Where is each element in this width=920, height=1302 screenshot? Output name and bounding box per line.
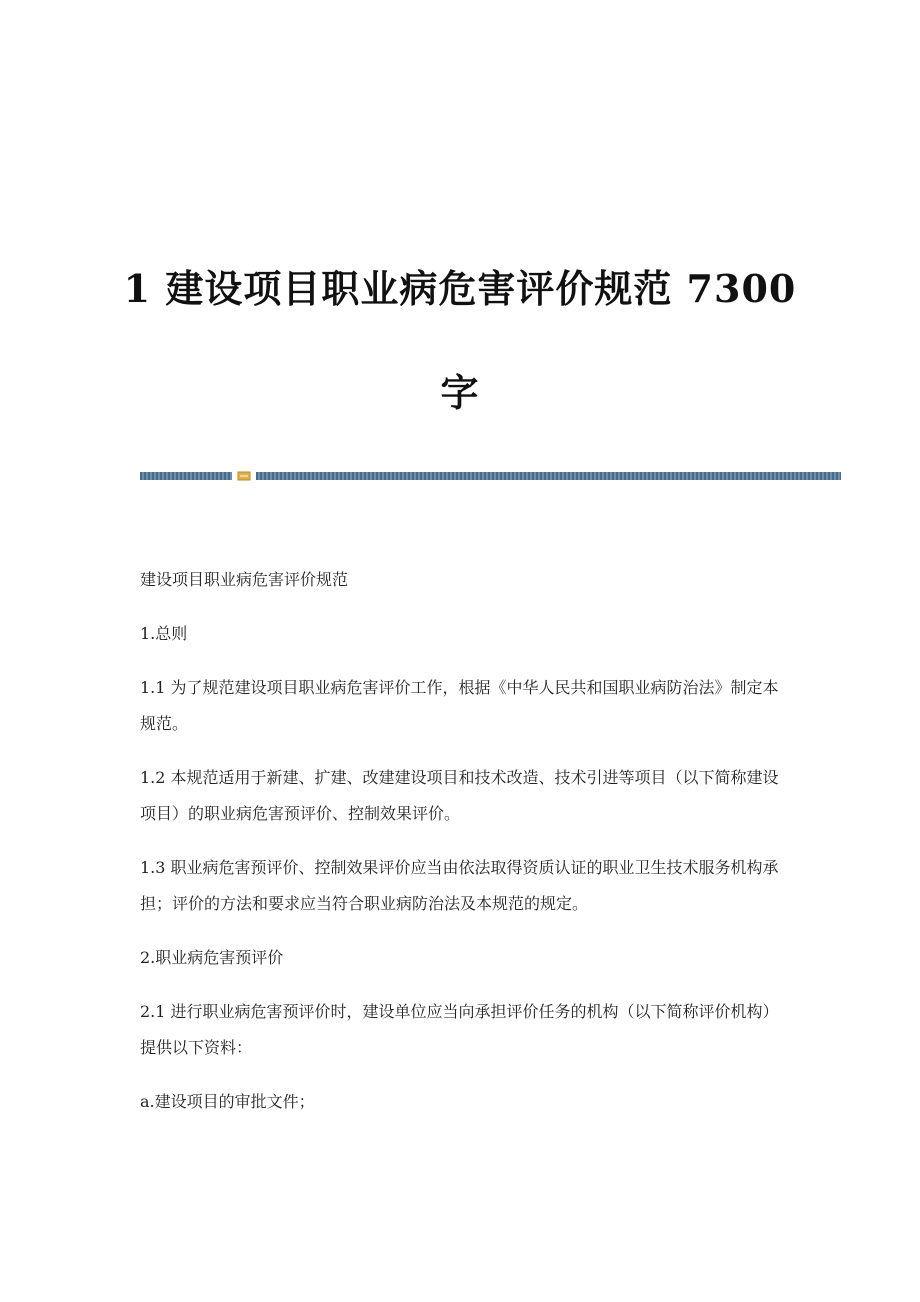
paragraph-heading: 建设项目职业病危害评价规范 xyxy=(140,570,349,589)
title-divider xyxy=(140,470,841,482)
divider-bar-right xyxy=(256,472,841,480)
paragraph-1-3: 1.3 职业病危害预评价、控制效果评价应当由依法取得资质认证的职业卫生技术服务机构承担；评价的方法和要求应当符合职业病防治法及本规范的规定。 xyxy=(140,858,779,913)
paragraph-1-1: 1.1 为了规范建设项目职业病危害评价工作，根据《中华人民共和国职业病防治法》制定本规范。 xyxy=(140,678,779,733)
divider-ornament-icon xyxy=(237,470,251,482)
paragraph-section-1: 1.总则 xyxy=(140,624,188,643)
divider-bar-left xyxy=(140,472,232,480)
paragraph-2-1: 2.1 进行职业病危害预评价时，建设单位应当向承担评价任务的机构（以下简称评价机构）提供以下资料： xyxy=(140,1002,779,1057)
paragraph-section-2: 2.职业病危害预评价 xyxy=(140,948,284,967)
paragraph-2-1-a: a.建设项目的审批文件； xyxy=(140,1092,315,1111)
paragraph-1-2: 1.2 本规范适用于新建、扩建、改建建设项目和技术改造、技术引进等项目（以下简称建设项目）的职业病危害预评价、控制效果评价。 xyxy=(140,768,779,823)
document-title-line-2: 字 xyxy=(440,370,480,416)
document-title-line-1: 1 建设项目职业病危害评价规范 7300 xyxy=(123,266,797,312)
document-title xyxy=(0,237,920,445)
document-body xyxy=(140,562,780,1138)
